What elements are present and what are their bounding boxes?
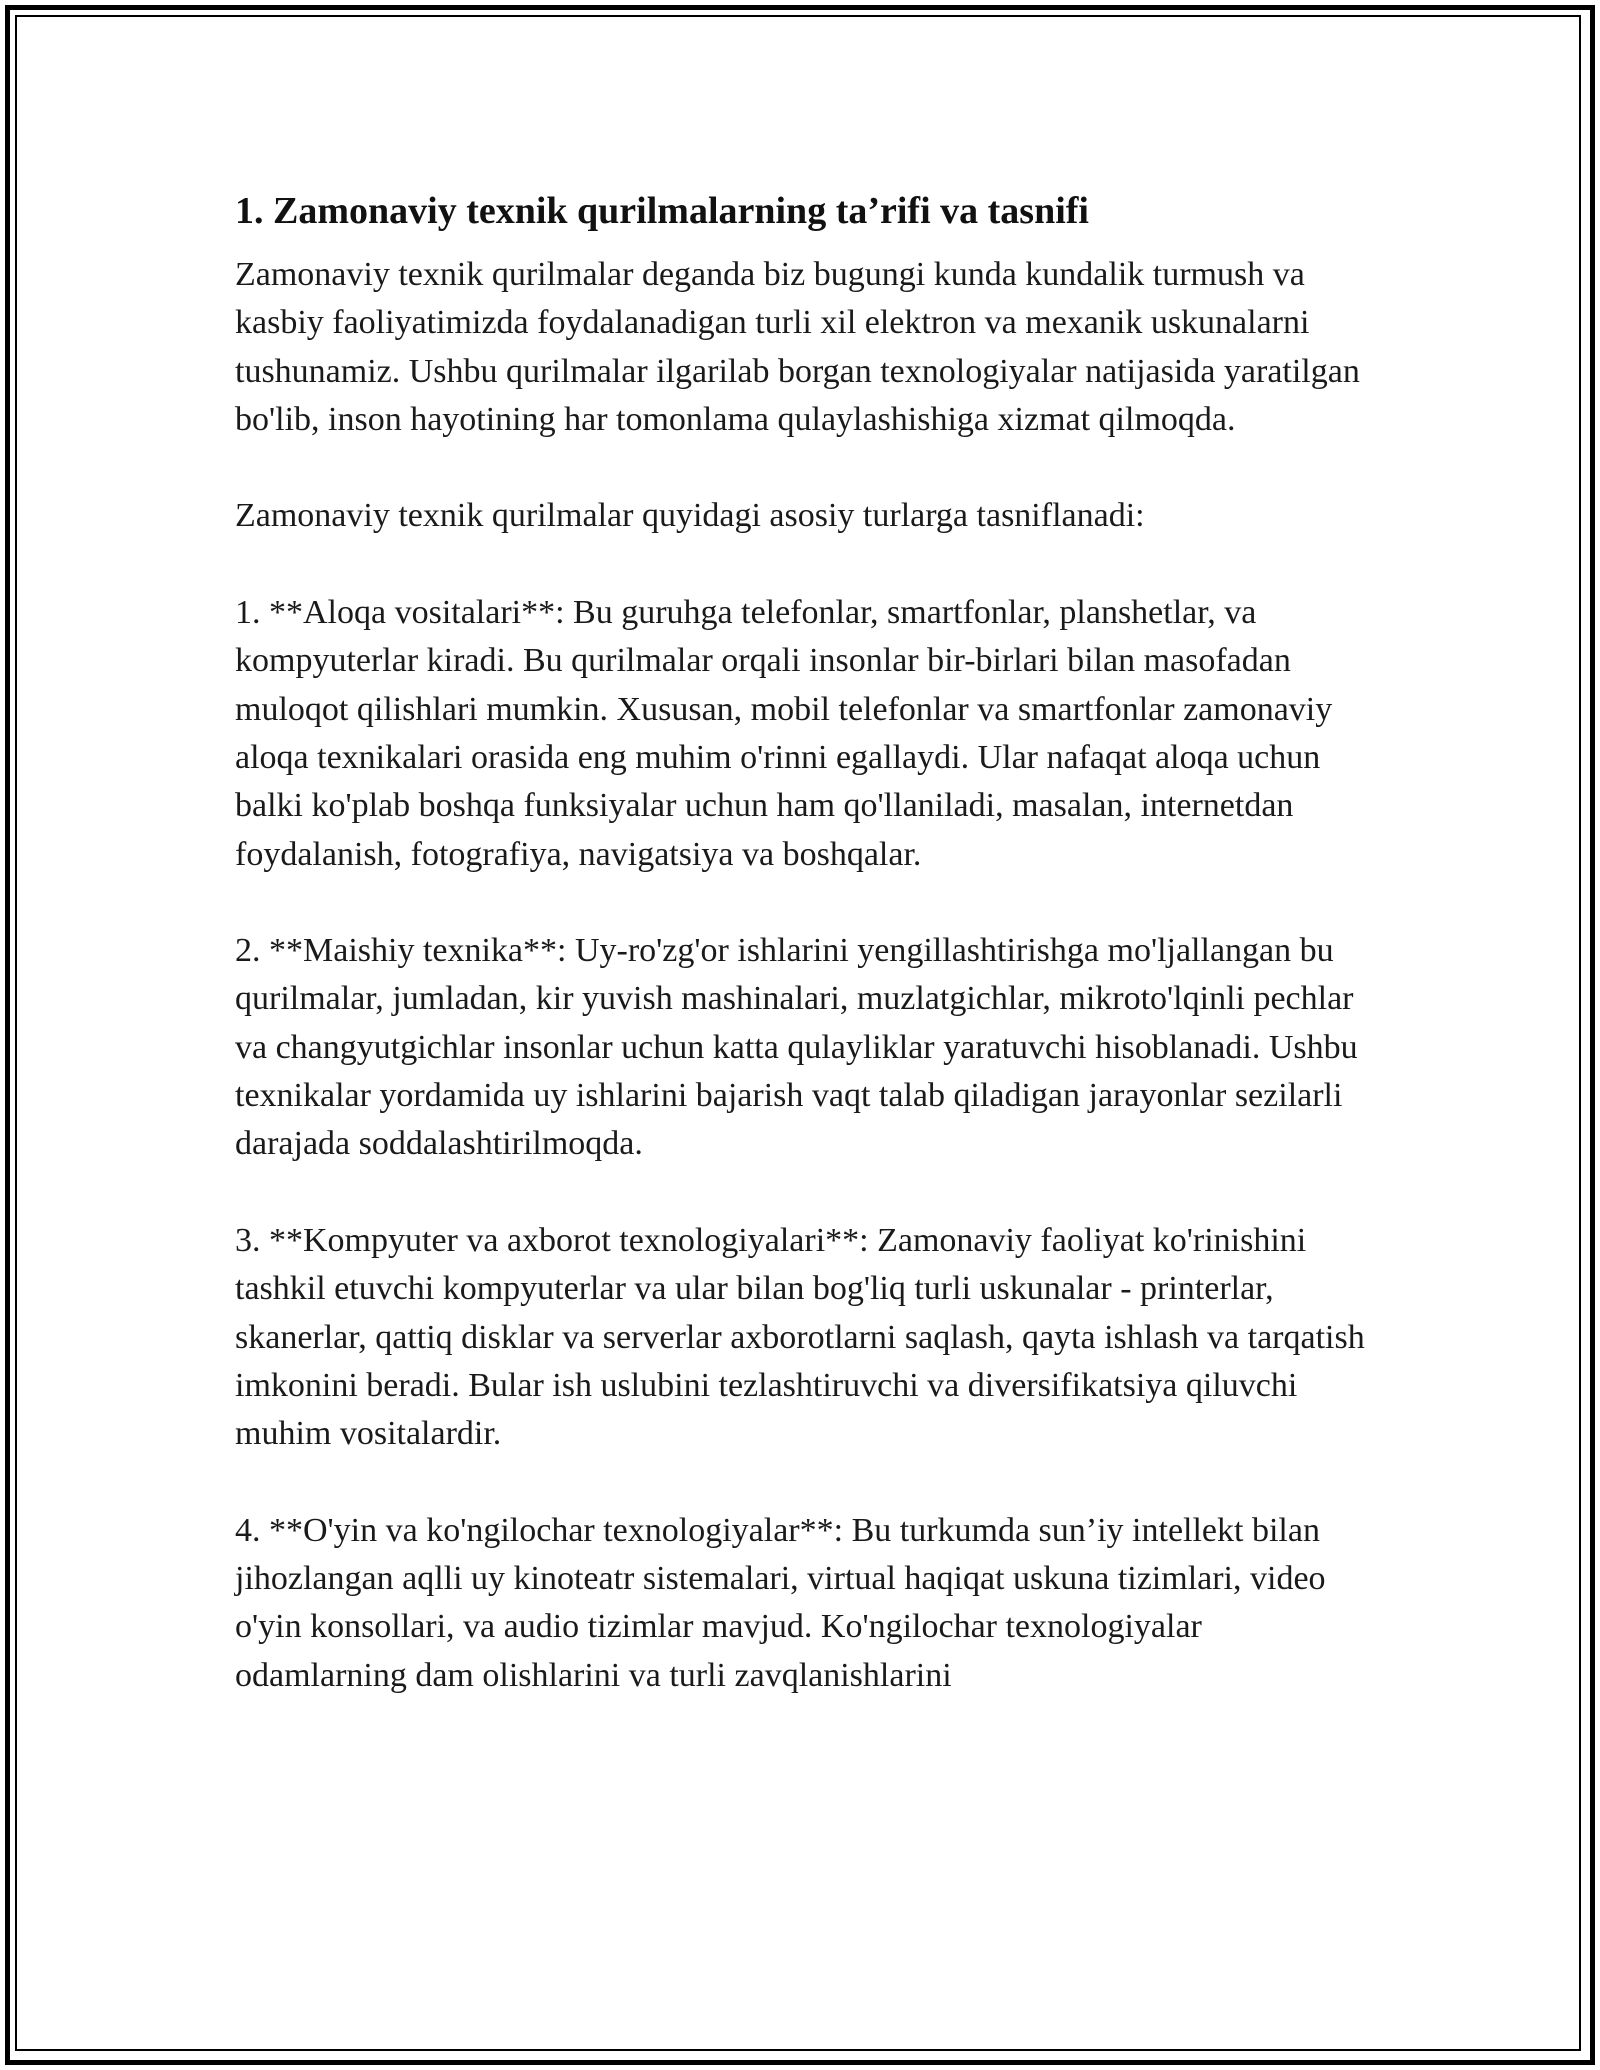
list-item-communication: 1. **Aloqa vositalari**: Bu guruhga telefonlar, smartfonlar, planshetlar, va kompyuterlar kiradi. Bu qurilmalar orqali insonlar bir-birlari bilan masofadan muloqot qilishlari mumkin. Xususan, mobil telefonlar va smartfonlar zamonaviy aloqa texnikalari orasida eng muhim o'rinni egallaydi. Ular nafaqat aloqa uchun balki ko'plab boshqa funksiyalar uchun ham qo'llaniladi, masalan, internetdan foydalanish, fotografiya, navigatsiya va boshqalar. <box>235 594 1333 873</box>
intro-paragraph: Zamonaviy texnik qurilmalar deganda biz bugungi kunda kundalik turmush va kasbiy faoliyatimizda foydalanadigan turli xil elektron va mexanik uskunalarni tushunamiz. Ushbu qurilmalar ilgarilab borgan texnologiyalar natijasida yaratilgan bo'lib, inson hayotining har tomonlama qulaylashishiga xizmat qilmoqda. <box>235 256 1360 438</box>
section-heading: 1. Zamonaviy texnik qurilmalarning ta’rifi va tasnifi <box>235 190 1089 232</box>
document-body <box>235 185 1365 1748</box>
classification-intro: Zamonaviy texnik qurilmalar quyidagi asosiy turlarga tasniflanadi: <box>235 497 1145 535</box>
list-item-computer-it: 3. **Kompyuter va axborot texnologiyalari**: Zamonaviy faoliyat ko'rinishini tashkil etuvchi kompyuterlar va ular bilan bog'liq turli uskunalar - printerlar, skanerlar, qattiq disklar va serverlar axborotlarni saqlash, qayta ishlash va tarqatish imkonini beradi. Bular ish uslubini tezlashtiruvchi va diversifikatsiya qiluvchi muhim vositalardir. <box>235 1221 1365 1453</box>
list-item-entertainment: 4. **O'yin va ko'ngilochar texnologiyalar**: Bu turkumda sun’iy intellekt bilan jihozlangan aqlli uy kinoteatr sistemalari, virtual haqiqat uskuna tizimlari, video o'yin konsollari, va audio tizimlar mavjud. Ko'ngilochar texnologiyalar odamlarning dam olishlarini va turli zavqlanishlarini <box>235 1511 1326 1694</box>
list-item-household: 2. **Maishiy texnika**: Uy-ro'zg'or ishlarini yengillashtirishga mo'ljallangan bu qurilmalar, jumladan, kir yuvish mashinalari, muzlatgichlar, mikroto'lqinli pechlar va changyutgichlar insonlar uchun katta qulayliklar yaratuvchi hisoblanadi. Ushbu texnikalar yordamida uy ishlarini bajarish vaqt talab qiladigan jarayonlar sezilarli darajada soddalashtirilmoqda. <box>235 932 1358 1163</box>
